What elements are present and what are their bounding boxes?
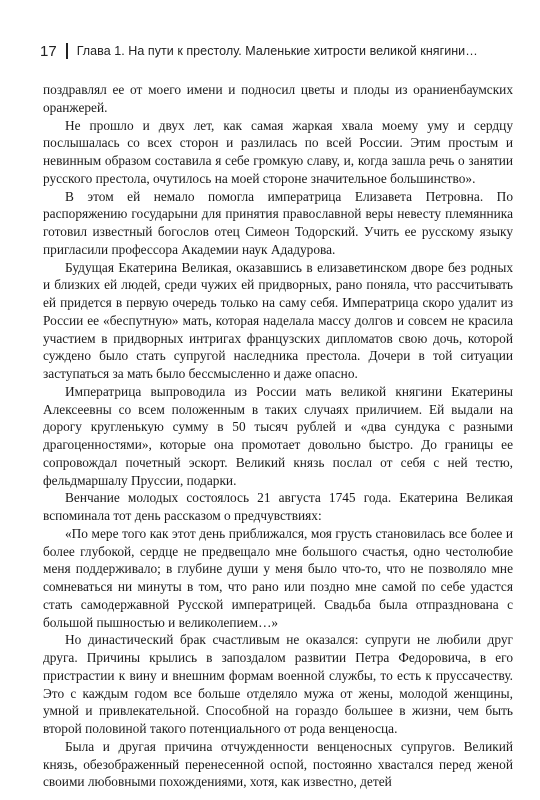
paragraph: Была и другая причина отчужденности венценосных супругов. Великий князь, обезображенный перенесенной оспой, постоянно хвастался перед женой своими любовными похождениями, хотя, как известно, детей bbox=[43, 738, 513, 790]
paragraph: В этом ей немало помогла императрица Елизавета Петровна. По распоряжению государыни для принятия православной веры невесту племянника готовил известный богослов отец Симеон Тодорский. Учить ее русскому языку пригласили профессора Академии наук Ададурова. bbox=[43, 188, 513, 257]
paragraph: Будущая Екатерина Великая, оказавшись в елизаветинском дворе без родных и близких ей людей, среди чужих ей придворных, рано поняла, что рассчитывать ей придется в первую очередь только на саму себя. Императрица скоро удалит из России ее «беспутную» мать, которая наделала массу долгов и совсем не красила участием в придворных интригах французских дипломатов свою дочь, которой суждено было стать супругой наследника престола. Дочери в той ситуации заступаться за мать было бессмысленно и даже опасно. bbox=[43, 259, 513, 381]
quotation-paragraph: «По мере того как этот день приближался, моя грусть становилась все более и более глубокой, сердце не предвещало мне большого счастья, одно честолюбие меня поддерживало; в глубине души у меня было что-то, что не позволяло мне сомневаться ни минуты в том, что рано или поздно мне самой по себе удастся стать самодержавной Русской императрицей. Свадьба была отпразднована с большой пышностью и великолепием…» bbox=[43, 525, 513, 630]
paragraph: Венчание молодых состоялось 21 августа 1745 года. Екатерина Великая вспоминала тот день рассказом о предчувствиях: bbox=[43, 490, 513, 523]
paragraph: Не прошло и двух лет, как самая жаркая хвала моему уму и сердцу послышалась со всех сторон и разлилась по всей России. Этим простым и невинным образом составила я себе громкую славу, и, когда зашла речь о занятии русского престола, очутилось на моей стороне значительное большинство». bbox=[43, 117, 513, 186]
paragraph: Но династический брак счастливым не оказался: супруги не любили друг друга. Причины крылись в запоздалом развитии Петра Федоровича, в его пристрастии к вину и внешним формам военной службы, то есть к пруссачеству. Это с каждым годом все больше отделяло мужа от жены, молодой женщины, умной и привлекательной. Способной на гораздо большее в жизни, чем быть второй половиной такого потенциального от рода венценосца. bbox=[43, 632, 513, 736]
running-header bbox=[40, 40, 510, 62]
running-title: Глава 1. На пути к престолу. Маленькие хитрости великой княгини… bbox=[76, 44, 478, 58]
paragraph: Императрица выпроводила из России мать великой княгини Екатерины Алексеевны со всем положенным в таких случаях приличием. Ей выдали на дорогу кругленькую сумму в 50 тысяч рублей и «два сундука с разными драгоценностями», которые она промотает довольно быстро. До границы ее сопровождал почетный эскорт. Великий князь послал от себя с ней тестю, фельдмаршалу Пруссии, подарки. bbox=[43, 383, 513, 488]
paragraph: поздравлял ее от моего имени и подносил цветы и плоды из ораниенбаумских оранжерей. bbox=[43, 82, 513, 115]
page-number: 17 bbox=[40, 42, 57, 60]
header-divider bbox=[66, 43, 68, 59]
body-text bbox=[43, 81, 513, 791]
